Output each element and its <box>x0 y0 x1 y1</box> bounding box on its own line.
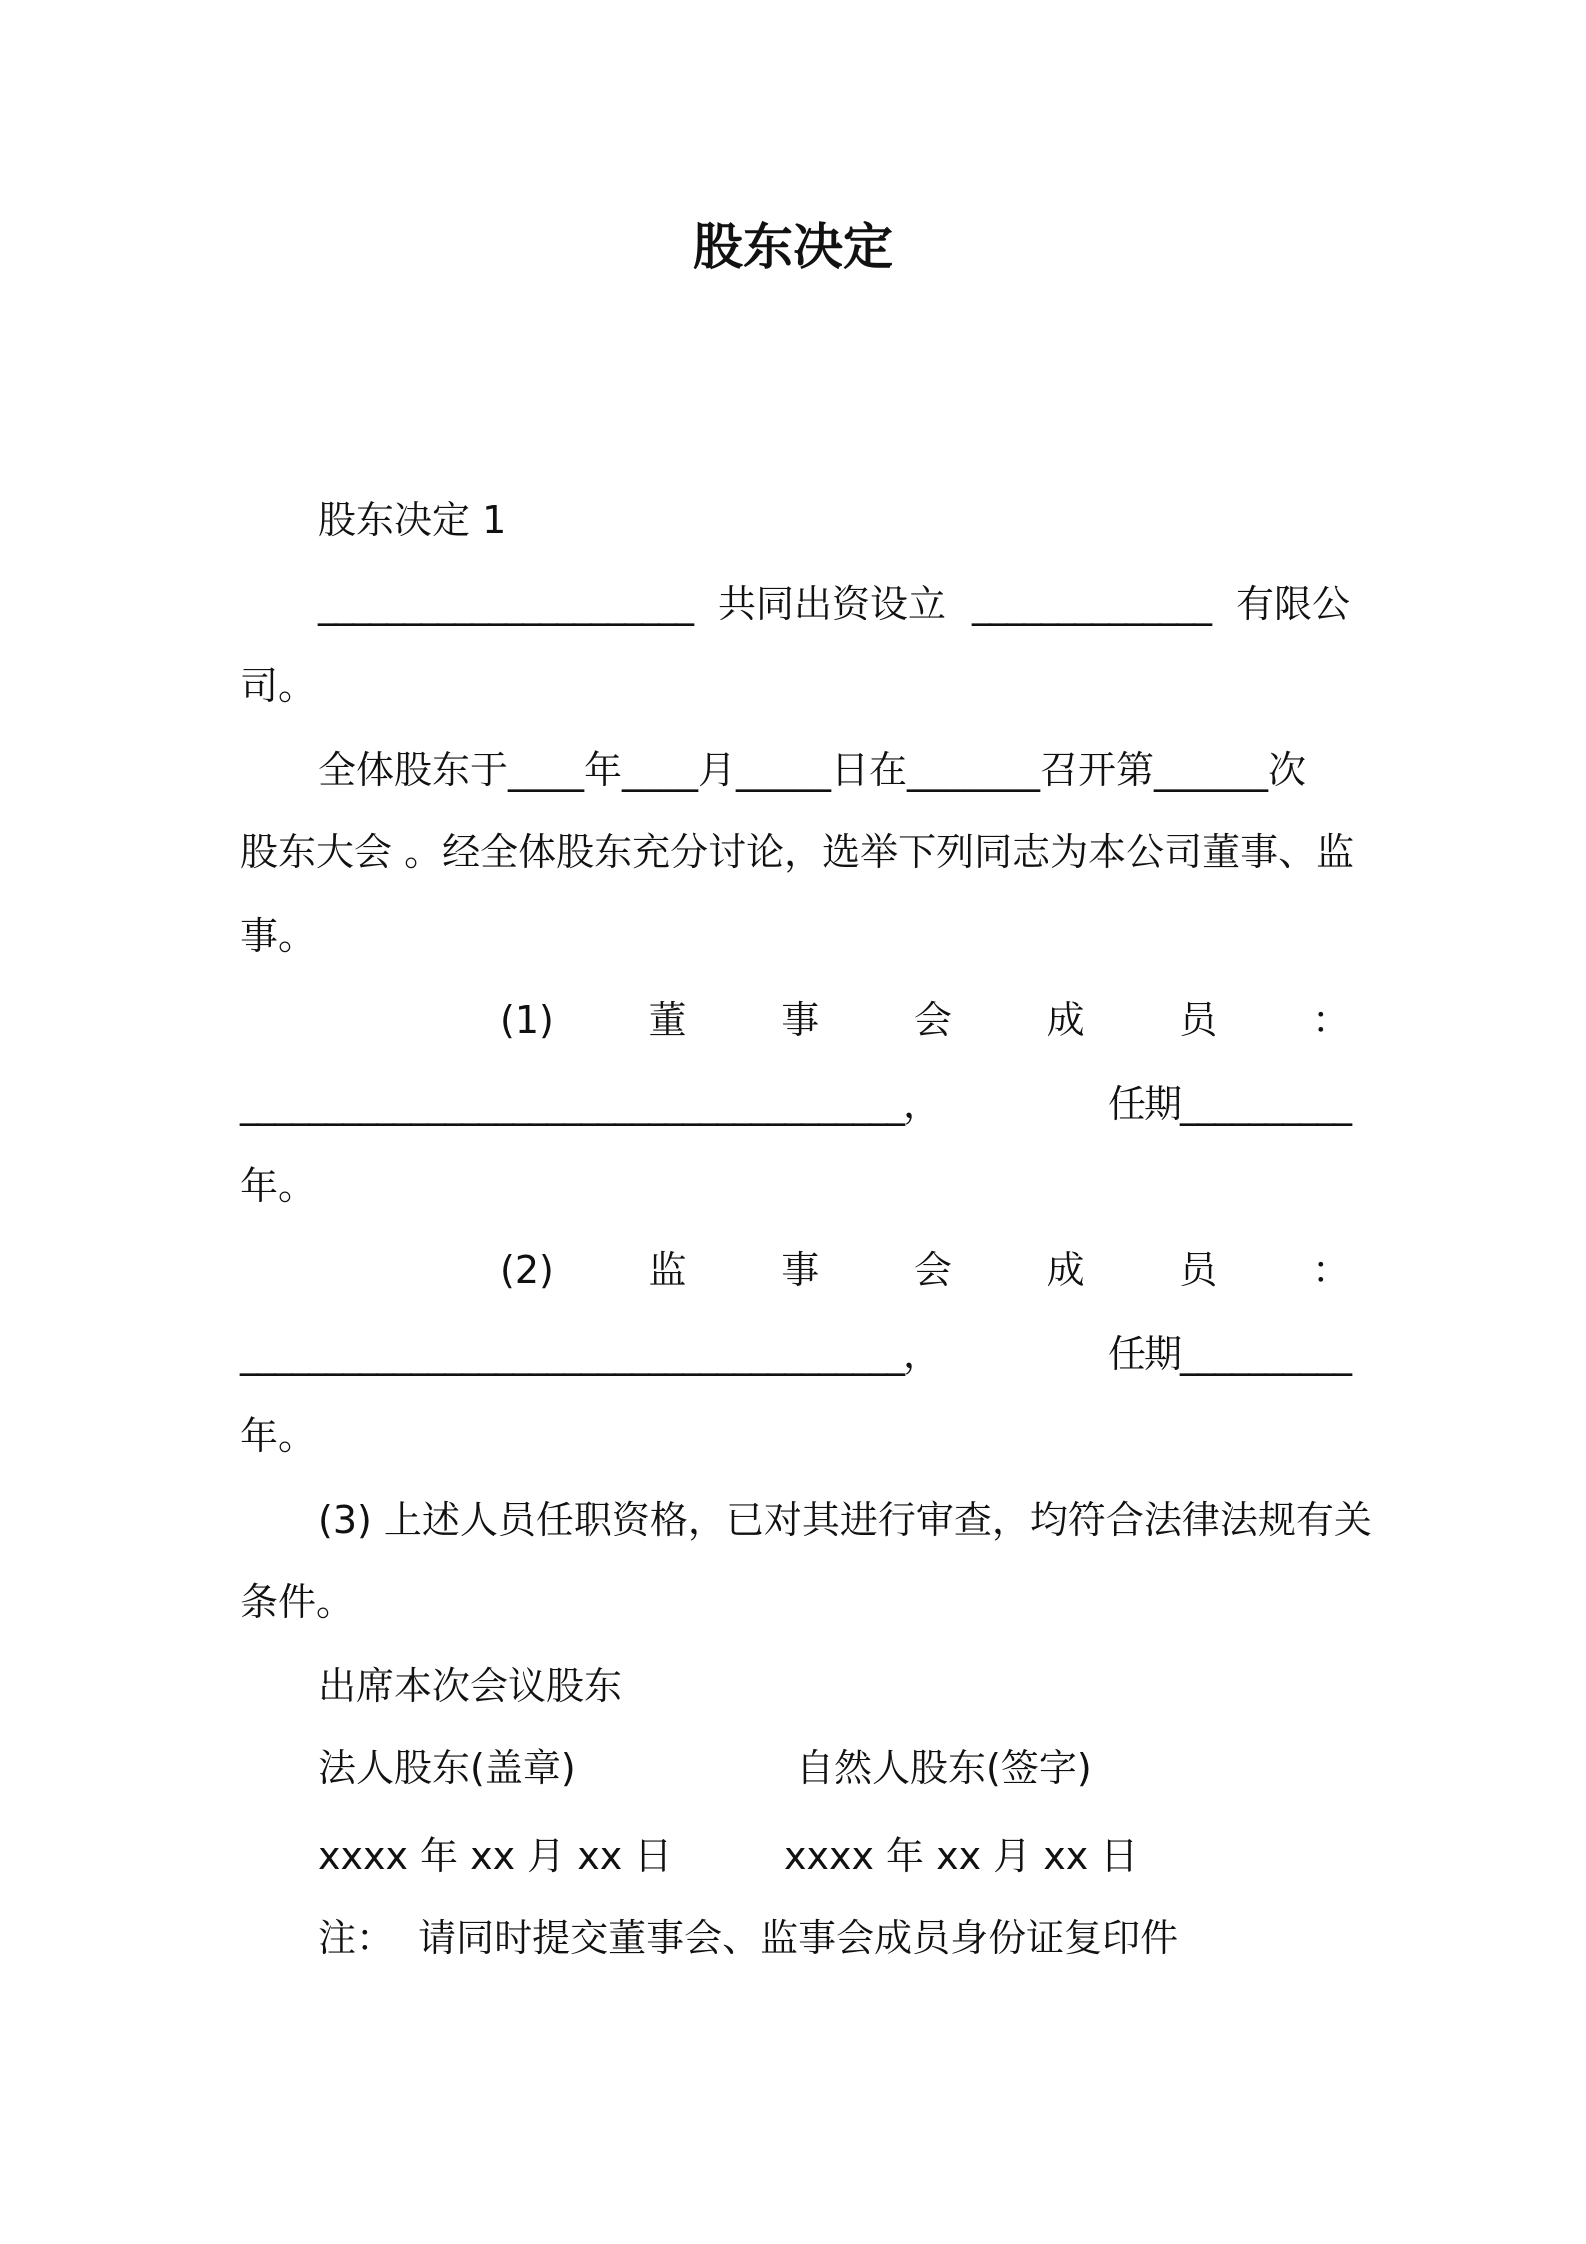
item-1-char: 员 <box>1179 998 1218 1042</box>
item-2-end: 年。 <box>240 1414 317 1458</box>
paragraph-1-line-1 <box>318 576 1350 632</box>
item-2-label <box>500 1242 1350 1298</box>
paragraph-2-line-3: 事。 <box>240 914 317 958</box>
item-1-char: (1) <box>500 998 554 1042</box>
item-1-char: 成 <box>1046 998 1085 1042</box>
item-2-char: 事 <box>781 1248 820 1292</box>
paragraph-1-line-2: 司。 <box>240 664 317 708</box>
item-3-line-1: (3) 上述人员任职资格，已对其进行审查，均符合法律法规有关 <box>318 1498 1372 1542</box>
document-title: 股东决定 <box>693 218 893 276</box>
supervisors-blank: _______________________________________， <box>240 1332 940 1376</box>
item-2-char: 监 <box>648 1248 687 1292</box>
board-term-blank: 任期__________ <box>1107 1082 1350 1126</box>
board-members-blank: _______________________________________， <box>240 1082 940 1126</box>
item-2-char: ： <box>1311 1248 1350 1292</box>
item-1-char: 董 <box>648 998 687 1042</box>
item-2-char: 成 <box>1046 1248 1085 1292</box>
company-name-blank: ______________ <box>971 582 1210 626</box>
item-2-char: 会 <box>913 1248 952 1292</box>
item-1-blank-line <box>240 1076 1350 1132</box>
company-founders-blank: ______________________ <box>318 582 692 626</box>
item-2-char: (2) <box>500 1248 554 1292</box>
item-1-char: 事 <box>781 998 820 1042</box>
item-2-char: 员 <box>1179 1248 1218 1292</box>
natural-shareholder-signature: 自然人股东(签字) <box>796 1746 1092 1790</box>
date-right: xxxx 年 xx 月 xx 日 <box>784 1834 1139 1878</box>
legal-shareholder-seal: 法人股东(盖章) <box>318 1746 576 1790</box>
section-heading: 股东决定 1 <box>318 498 507 542</box>
paragraph-1-text-end: 有限公 <box>1235 582 1350 626</box>
attendees-heading: 出席本次会议股东 <box>318 1664 623 1708</box>
item-1-char: 会 <box>913 998 952 1042</box>
item-1-end: 年。 <box>240 1164 317 1208</box>
paragraph-2-line-2: 股东大会 。经全体股东充分讨论，选举下列同志为本公司董事、监 <box>240 830 1355 874</box>
supervisor-term-blank: 任期__________ <box>1107 1332 1350 1376</box>
item-1-label <box>500 992 1350 1048</box>
item-2-blank-line <box>240 1326 1350 1382</box>
paragraph-1-text: 共同出资设立 <box>717 582 946 626</box>
item-3-line-2: 条件。 <box>240 1580 355 1624</box>
paragraph-2-line-1: 全体股东于____年____月_____日在_______召开第______次 <box>318 748 1307 792</box>
footnote: 注： 请同时提交董事会、监事会成员身份证复印件 <box>318 1916 1179 1960</box>
item-1-char: ： <box>1311 998 1350 1042</box>
date-left: xxxx 年 xx 月 xx 日 <box>318 1834 673 1878</box>
